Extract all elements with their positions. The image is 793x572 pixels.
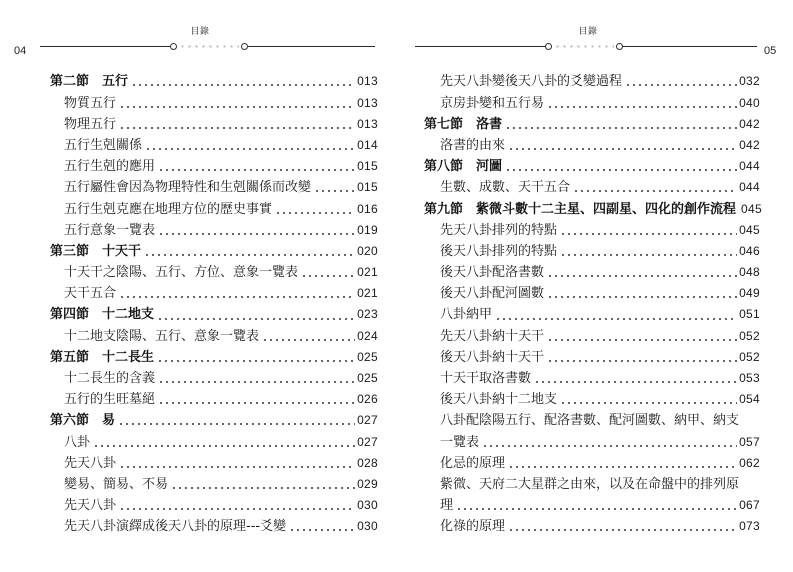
dot-leader: [158, 225, 355, 236]
dot-leader: [131, 76, 355, 87]
dot-leader: [508, 140, 737, 151]
toc-entry: [424, 71, 760, 92]
dot-leader: [157, 352, 355, 363]
toc-section-entry: [50, 241, 378, 262]
toc-page-number: 032: [739, 74, 760, 89]
toc-page-number: 046: [739, 243, 760, 258]
toc-entry: [424, 304, 760, 325]
header-ornament: [170, 42, 248, 51]
toc-entry: [50, 177, 378, 198]
dot-leader: [547, 98, 737, 109]
dot-leader: [171, 479, 355, 490]
toc-entry: [50, 368, 378, 389]
toc-entry-title: 八卦配陰陽五行、配洛書數、配河圖數、納甲、納支: [440, 413, 740, 429]
dot-leader: [289, 521, 355, 532]
page-number: 04: [14, 45, 27, 57]
dot-leader: [158, 373, 355, 384]
toc-page-number: 048: [739, 265, 760, 280]
toc-page-number: 028: [357, 455, 378, 470]
right-page: [396, 0, 793, 572]
toc-page-number: 014: [357, 137, 378, 152]
dot-leader: [482, 437, 737, 448]
toc-page-number: 027: [357, 434, 378, 449]
toc-page-number: 016: [357, 201, 378, 216]
toc-page-number: 030: [357, 519, 378, 534]
ornament-ring-icon: [170, 43, 177, 50]
toc-page-number: 015: [357, 180, 378, 195]
dot-leader: [158, 394, 355, 405]
toc-section-entry: [50, 304, 378, 325]
toc-page-number: 053: [739, 371, 760, 386]
dot-leader: [275, 204, 355, 215]
dot-leader: [495, 310, 737, 321]
toc-entry: [50, 220, 378, 241]
toc-entry: [424, 368, 760, 389]
toc-entry-title: 第五節 十二長生: [50, 349, 155, 365]
toc-entry-title: 十二長生的含義: [64, 371, 156, 387]
toc-entry-title: 先天八卦演繹成後天八卦的原理---爻變: [64, 519, 287, 535]
running-head-title: 目錄: [190, 27, 210, 37]
toc-section-entry: [50, 410, 378, 431]
toc-entry-title: 先天八卦變後天八卦的爻變過程: [440, 74, 623, 90]
header-ornament: [545, 42, 623, 51]
ornament-ring-icon: [616, 43, 623, 50]
dot-leader: [93, 437, 355, 448]
toc-entry-title: 理: [440, 498, 454, 514]
toc-entry-title: 後天八卦納十二地支: [440, 392, 558, 408]
toc-entry-title: 十天干之陰陽、五行、方位、意象一覽表: [64, 265, 299, 281]
toc-entry: [424, 177, 760, 198]
table-of-contents-list: [50, 71, 378, 537]
toc-entry: [424, 432, 760, 453]
toc-section-entry: [50, 347, 378, 368]
toc-entry: [50, 114, 378, 135]
dot-leader: [508, 458, 737, 469]
dot-leader: [144, 246, 355, 257]
toc-section-entry: [424, 199, 760, 220]
dot-leader: [508, 521, 737, 532]
dot-leader: [560, 246, 737, 257]
dot-leader: [534, 373, 737, 384]
toc-entry-title: 第八節 河圖: [424, 159, 503, 175]
ornament-ring-icon: [545, 43, 552, 50]
toc-entry: [50, 199, 378, 220]
toc-entry: [50, 283, 378, 304]
toc-entry-title: 一覽表: [440, 434, 480, 450]
toc-entry: [424, 453, 760, 474]
ornament-dots: [554, 44, 614, 49]
toc-entry: [50, 93, 378, 114]
dot-leader: [158, 161, 355, 172]
toc-entry-title: 化忌的原理: [440, 455, 506, 471]
toc-page-number: 044: [739, 180, 760, 195]
toc-page-number: 026: [357, 392, 378, 407]
toc-entry: [424, 474, 760, 495]
toc-page-number: 042: [739, 116, 760, 131]
dot-leader: [119, 458, 355, 469]
toc-page-number: 025: [357, 349, 378, 364]
toc-entry: [50, 326, 378, 347]
toc-section-entry: [50, 71, 378, 92]
toc-entry-title: 五行的生旺墓絕: [64, 392, 156, 408]
toc-entry-title: 第六節 易: [50, 413, 116, 429]
toc-page-number: 054: [739, 392, 760, 407]
toc-page-number: 029: [357, 476, 378, 491]
toc-page-number: 042: [739, 137, 760, 152]
dot-leader: [119, 288, 355, 299]
toc-page-number: 067: [739, 498, 760, 513]
left-page: [0, 0, 396, 572]
toc-page-number: 049: [739, 286, 760, 301]
dot-leader: [119, 119, 355, 130]
toc-entry-title: 十天干取洛書數: [440, 371, 532, 387]
toc-page-number: 021: [357, 286, 378, 301]
toc-entry-title: 第四節 十二地支: [50, 307, 155, 323]
toc-page-number: 062: [739, 455, 760, 470]
dot-leader: [547, 267, 737, 278]
toc-page-number: 045: [739, 222, 760, 237]
toc-entry-title: 第三節 十天干: [50, 243, 142, 259]
toc-page-number: 027: [357, 413, 378, 428]
toc-entry: [424, 93, 760, 114]
toc-entry: [50, 495, 378, 516]
dot-leader: [560, 225, 737, 236]
toc-entry-title: 京房卦變和五行易: [440, 95, 545, 111]
toc-entry: [50, 135, 378, 156]
toc-page-number: 021: [357, 265, 378, 280]
toc-entry-title: 紫微、天府二大星群之由來，以及在命盤中的排列原: [440, 476, 740, 492]
toc-entry-title: 十二地支陰陽、五行、意象一覽表: [64, 328, 260, 344]
dot-leader: [157, 310, 355, 321]
toc-entry: [50, 156, 378, 177]
toc-entry-title: 第二節 五行: [50, 74, 129, 90]
ornament-ring-icon: [241, 43, 248, 50]
toc-entry: [424, 220, 760, 241]
toc-entry: [424, 347, 760, 368]
toc-page-number: 051: [739, 307, 760, 322]
toc-entry-title: 八卦: [64, 434, 91, 450]
dot-leader: [625, 76, 737, 87]
toc-page-number: 015: [357, 159, 378, 174]
toc-entry-title: 後天八卦納十天干: [440, 349, 545, 365]
toc-entry-title: 物質五行: [64, 95, 117, 111]
toc-entry: [50, 516, 378, 537]
toc-entry-title: 物理五行: [64, 116, 117, 132]
toc-entry-title: 第九節 紫微斗數十二主星、四副星、四化的創作流程: [424, 201, 737, 217]
toc-page-number: 030: [357, 498, 378, 513]
dot-leader: [573, 182, 737, 193]
toc-page-number: 019: [357, 222, 378, 237]
toc-entry: [424, 516, 760, 537]
toc-entry-title: 五行屬性會因為物理特性和生剋關係而改變: [64, 180, 312, 196]
toc-entry-title: 五行生剋關係: [64, 137, 143, 153]
toc-page-number: 020: [357, 243, 378, 258]
toc-section-entry: [424, 114, 760, 135]
dot-leader: [547, 352, 737, 363]
toc-page-number: 045: [741, 201, 762, 216]
toc-entry-title: 先天八卦排列的特點: [440, 222, 558, 238]
toc-entry-title: 五行生剋克應在地理方位的歷史事實: [64, 201, 273, 217]
toc-page-number: 025: [357, 371, 378, 386]
toc-page-number: 013: [357, 116, 378, 131]
toc-entry-title: 先天八卦: [64, 455, 117, 471]
toc-entry: [424, 283, 760, 304]
toc-entry-title: 八卦納甲: [440, 307, 493, 323]
toc-entry: [424, 389, 760, 410]
toc-entry-title: 化祿的原理: [440, 519, 506, 535]
toc-page-number: 013: [357, 74, 378, 89]
toc-page-number: 052: [739, 328, 760, 343]
toc-page-number: 024: [357, 328, 378, 343]
toc-entry: [50, 474, 378, 495]
toc-entry: [424, 495, 760, 516]
toc-entry-title: 變易、簡易、不易: [64, 476, 169, 492]
toc-entry-title: 先天八卦納十天干: [440, 328, 545, 344]
dot-leader: [119, 500, 355, 511]
toc-entry-title: 先天八卦: [64, 498, 117, 514]
dot-leader: [314, 182, 355, 193]
toc-entry-title: 後天八卦排列的特點: [440, 243, 558, 259]
toc-entry-title: 後天八卦配洛書數: [440, 265, 545, 281]
dot-leader: [456, 500, 737, 511]
toc-page-number: 052: [739, 349, 760, 364]
dot-leader: [119, 98, 355, 109]
toc-page-number: 044: [739, 159, 760, 174]
toc-entry: [424, 135, 760, 156]
dot-leader: [262, 331, 355, 342]
dot-leader: [560, 394, 737, 405]
dot-leader: [118, 415, 355, 426]
toc-entry: [50, 453, 378, 474]
toc-entry-title: 洛書的由來: [440, 137, 506, 153]
toc-entry-title: 後天八卦配河圖數: [440, 286, 545, 302]
toc-entry: [424, 241, 760, 262]
toc-page-number: 023: [357, 307, 378, 322]
table-of-contents-list: [424, 71, 760, 537]
toc-page-number: 073: [739, 519, 760, 534]
toc-section-entry: [424, 156, 760, 177]
dot-leader: [145, 140, 355, 151]
toc-entry: [424, 326, 760, 347]
toc-entry-title: 五行生剋的應用: [64, 159, 156, 175]
dot-leader: [547, 288, 737, 299]
toc-entry-title: 第七節 洛書: [424, 116, 503, 132]
toc-page-number: 057: [739, 434, 760, 449]
running-head-title: 目錄: [578, 27, 598, 37]
toc-page-number: 040: [739, 95, 760, 110]
dot-leader: [505, 161, 737, 172]
dot-leader: [301, 267, 355, 278]
ornament-dots: [179, 44, 239, 49]
toc-entry: [50, 262, 378, 283]
toc-entry-title: 生數、成數、天干五合: [440, 180, 571, 196]
dot-leader: [505, 119, 737, 130]
toc-entry-title: 五行意象一覽表: [64, 222, 156, 238]
toc-page-number: 013: [357, 95, 378, 110]
toc-entry: [50, 432, 378, 453]
toc-entry: [424, 410, 760, 431]
toc-entry: [424, 262, 760, 283]
toc-entry: [50, 389, 378, 410]
page-number: 05: [764, 45, 777, 57]
toc-entry-title: 天干五合: [64, 286, 117, 302]
dot-leader: [547, 331, 737, 342]
